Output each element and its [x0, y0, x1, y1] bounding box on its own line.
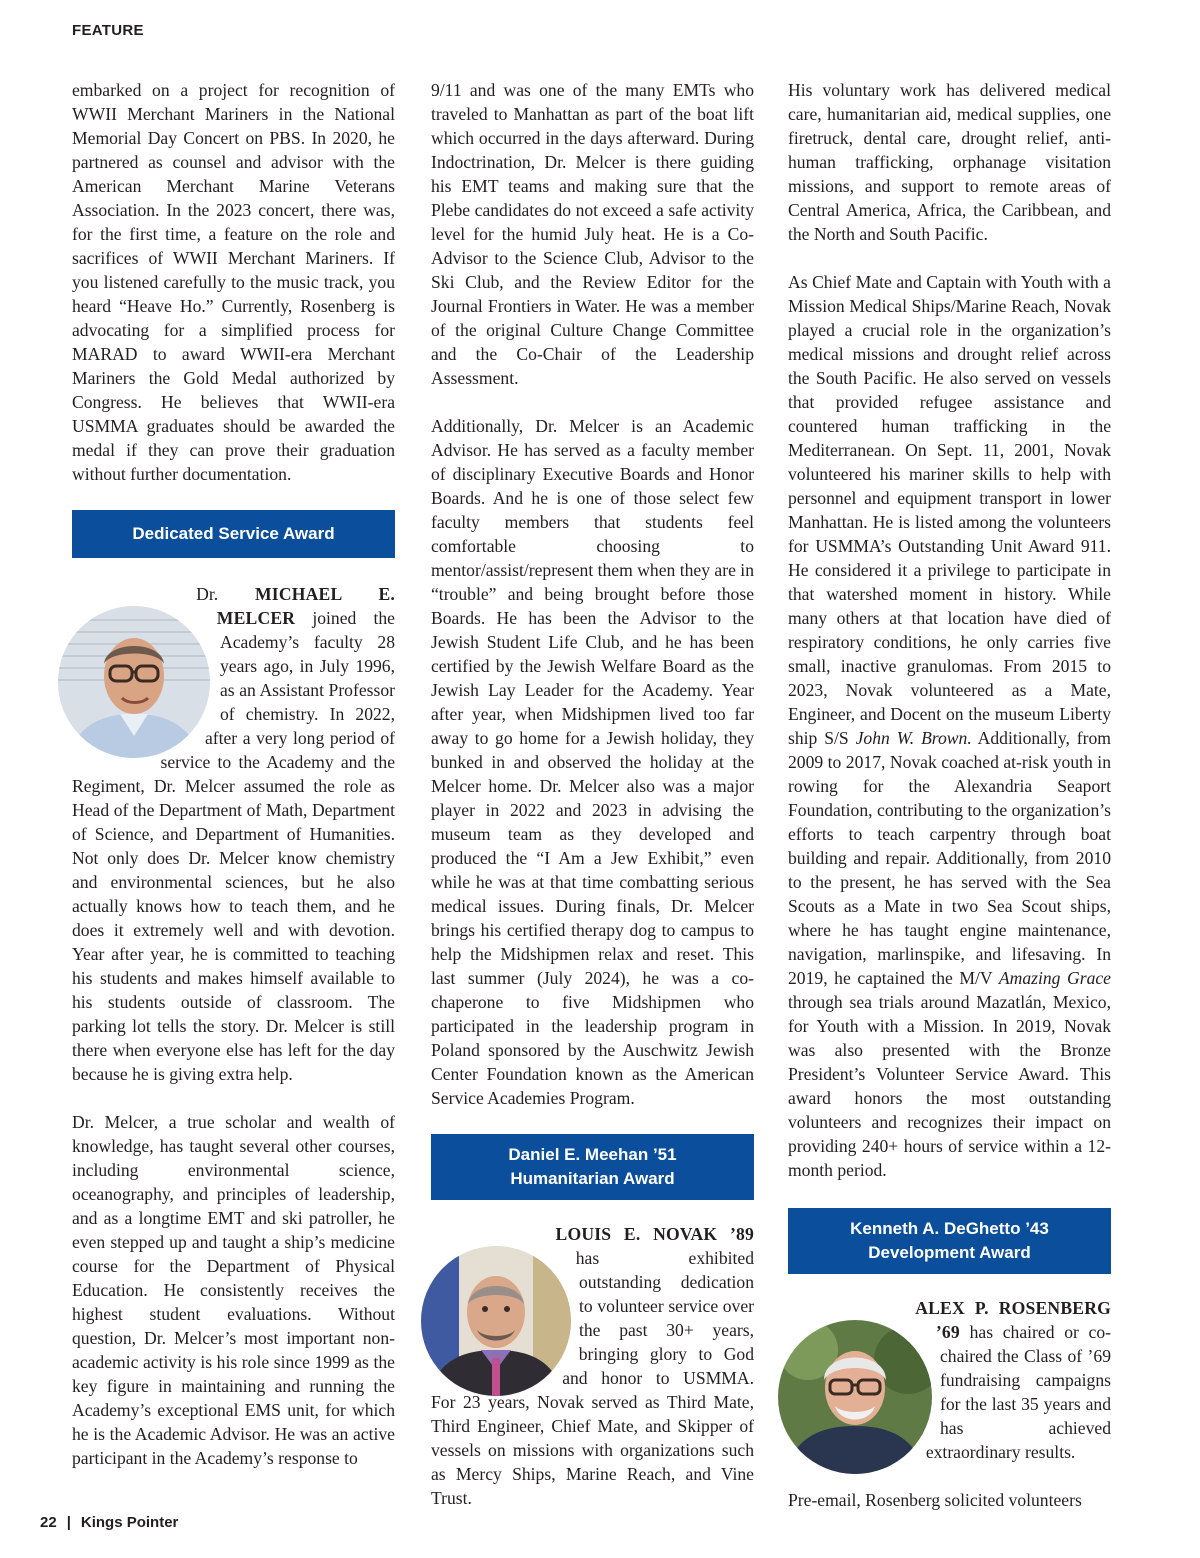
novak-paragraph	[431, 1222, 754, 1510]
rosenberg-paragraph	[788, 1296, 1111, 1464]
dedicated-service-award-heading	[72, 510, 395, 558]
publication-name: Kings Pointer	[80, 1514, 179, 1531]
award-title: Dedicated Service Award	[132, 524, 335, 543]
award-title-line2: Humanitarian Award	[510, 1169, 675, 1188]
award-title-line2: Development Award	[868, 1243, 1031, 1262]
award-title-line1: Kenneth A. DeGhetto ’43	[850, 1219, 1049, 1238]
page-number: 22	[40, 1514, 57, 1531]
body-paragraph: embarked on a project for recognition of WWII Merchant Mariners in the National Memorial Day Concert on PBS. In 2020, he partnered as counsel and advisor with the American Merchant Marine Veterans Association. In the 2023 concert, there was, for the first time, a feature on the role and sacrifices of WWII Merchant Mariners. If you listened carefully to the music track, you heard “Heave Ho.” Currently, Rosenberg is advocating for a simplified process for MARAD to award WWII-era Merchant Mariners the Gold Medal authorized by Congress. He believes that WWII-era USMMA graduates should be awarded the medal if they can prove their graduation without further documentation.	[72, 80, 395, 484]
award-title-line1: Daniel E. Meehan ’51	[508, 1145, 677, 1164]
column-1	[72, 78, 395, 1470]
body-paragraph: Additionally, Dr. Melcer is an Academic Advisor. He has served as a faculty member of disciplinary Executive Boards and Honor Boards. And he is one of those select few faculty members that students feel comfortable choosing to mentor/assist/represent them when they are in “trouble” and being brought before those Boards. He has been the Advisor to the Jewish Student Life Club, and he has been certified by the Jewish Welfare Board as the Jewish Lay Leader for the Academy. Year after year, when Midshipmen lived too far away to go home for a Jewish holiday, they bunked in and observed the holiday at the Melcer home. Dr. Melcer also was a major player in 2022 and 2023 in advising the museum team as they developed and produced the “I Am a Jew Exhibit,” even while he was at that time combatting serious medical issues. During finals, Dr. Melcer brings his certified therapy dog to campus to help the Midshipmen relax and reset. This last summer (July 2024), he was a co-chaperone to five Midshipmen who participated in the leadership program in Poland sponsored by the Auschwitz Jewish Center Foundation known as the American Service Academies Program.	[431, 416, 754, 1108]
melcer-text: joined the Academy’s faculty 28 years ago, in July 1996, as an Assistant Professor of chemistry. In 2022, after a very long period of service to the Academy and the Regiment, Dr. Melcer assumed the role as Head of the Department of Math, Department of Science, and Department of Humanities. Not only does Dr. Melcer know chemistry and environmental sciences, but he also actually knows how to teach them, and he does it extremely well and with devotion. Year after year, he is committed to teaching his students and makes himself available to his students outside of classroom. The parking lot tells the story. Dr. Melcer is still there when everyone else has left for the day because he is giving extra help.	[72, 608, 395, 1084]
melcer-photo	[58, 606, 210, 758]
rosenberg-name: ALEX P. ROSENBERG ’69	[915, 1298, 1111, 1342]
body-paragraph: Dr. Melcer, a true scholar and wealth of knowledge, has taught several other courses, including environmental science, oceanography, and principles of leadership, and as a longtime EMT and ski patroller, he even stepped up and taught a ship’s medicine course for the Department of Physical Education. He consistently receives the highest student evaluations. Without question, Dr. Melcer’s most important non-academic activity is his role since 1999 as the key figure in maintaining and running the Academy’s exceptional EMS unit, for which he is the Academic Advisor. He was an active participant in the Academy’s response to	[72, 1112, 395, 1468]
melcer-paragraph	[72, 582, 395, 1086]
body-paragraph: 9/11 and was one of the many EMTs who traveled to Manhattan as part of the boat lift which occurred in the days afterward. During Indoctrination, Dr. Melcer is there guiding his EMT teams and making sure that the Plebe candidates do not exceed a safe activity level for the humid July heat. He is a Co-Advisor to the Science Club, Advisor to the Ski Club, and the Review Editor for the Journal Frontiers in Water. He was a member of the original Culture Change Committee and the Co-Chair of the Leadership Assessment.	[431, 80, 754, 388]
development-award-heading	[788, 1208, 1111, 1274]
body-paragraph: His voluntary work has delivered medical care, humanitarian aid, medical supplies, one firetruck, dental care, drought relief, anti-human trafficking, orphanage visitation missions, and support to remote areas of Central America, Africa, the Caribbean, and the North and South Pacific.	[788, 80, 1111, 244]
rosenberg-text: has chaired or co-chaired the Class of ’69 fundraising campaigns for the last 35 years and has achieved extraordinary results.	[925, 1322, 1111, 1462]
novak-name: LOUIS E. NOVAK ’89	[555, 1224, 754, 1244]
novak-text: has exhibited outstanding dedication to volunteer service over the past 30+ years, bringing glory to God and honor to USMMA. For 23 years, Novak served as Third Mate, Third Engineer, Chief Mate, and Skipper of vessels on missions with organizations such as Mercy Ships, Marine Reach, and Vine Trust.	[431, 1248, 754, 1508]
column-3	[788, 78, 1111, 1512]
text-run: Additionally, from 2009 to 2017, Novak coached at-risk youth in rowing for the Alexandria Seaport Foundation, contributing to the organization’s efforts to teach carpentry through boat building and repair. Additionally, from 2010 to the present, he has served with the Sea Scouts as a Mate in two Sea Scout ships, where he has taught engine maintenance, navigation, marlinspike, and lifesaving. In 2019, he captained the M/V	[788, 728, 1111, 988]
body-paragraph	[788, 270, 1111, 1182]
section-label: FEATURE	[72, 22, 144, 39]
humanitarian-award-heading	[431, 1134, 754, 1200]
page-footer	[40, 1514, 178, 1531]
column-2	[431, 78, 754, 1510]
novak-photo	[421, 1246, 571, 1396]
vessel-name: Amazing Grace	[998, 968, 1111, 988]
footer-separator: |	[66, 1514, 71, 1531]
melcer-prefix: Dr.	[196, 584, 255, 604]
body-paragraph: Pre-email, Rosenberg solicited volunteers	[788, 1490, 1082, 1510]
melcer-name: MICHAEL E. MELCER	[216, 584, 395, 628]
ship-name: John W. Brown.	[855, 728, 972, 748]
text-run: As Chief Mate and Captain with Youth with a Mission Medical Ships/Marine Reach, Novak played a crucial role in the organization’s medical missions and drought relief across the South Pacific. He also served on vessels that provided refugee assistance and countered human trafficking in the Mediterranean. On Sept. 11, 2001, Novak volunteered his mariner skills to help with personnel and equipment transport in lower Manhattan. He is listed among the volunteers for USMMA’s Outstanding Unit Award 911. He considered it a privilege to participate in that watershed moment in history. While many others at that location have died of respiratory conditions, he only carries five small, inactive granulomas. From 2015 to 2023, Novak volunteered as a Mate, Engineer, and Docent on the museum Liberty ship S/S	[788, 272, 1111, 748]
rosenberg-photo	[778, 1320, 932, 1474]
text-run: through sea trials around Mazatlán, Mexico, for Youth with a Mission. In 2019, Novak was also presented with the Bronze President’s Volunteer Service Award. This award honors the most outstanding volunteers and recognizes their impact on providing 240+ hours of service within a 12-month period.	[788, 992, 1111, 1180]
